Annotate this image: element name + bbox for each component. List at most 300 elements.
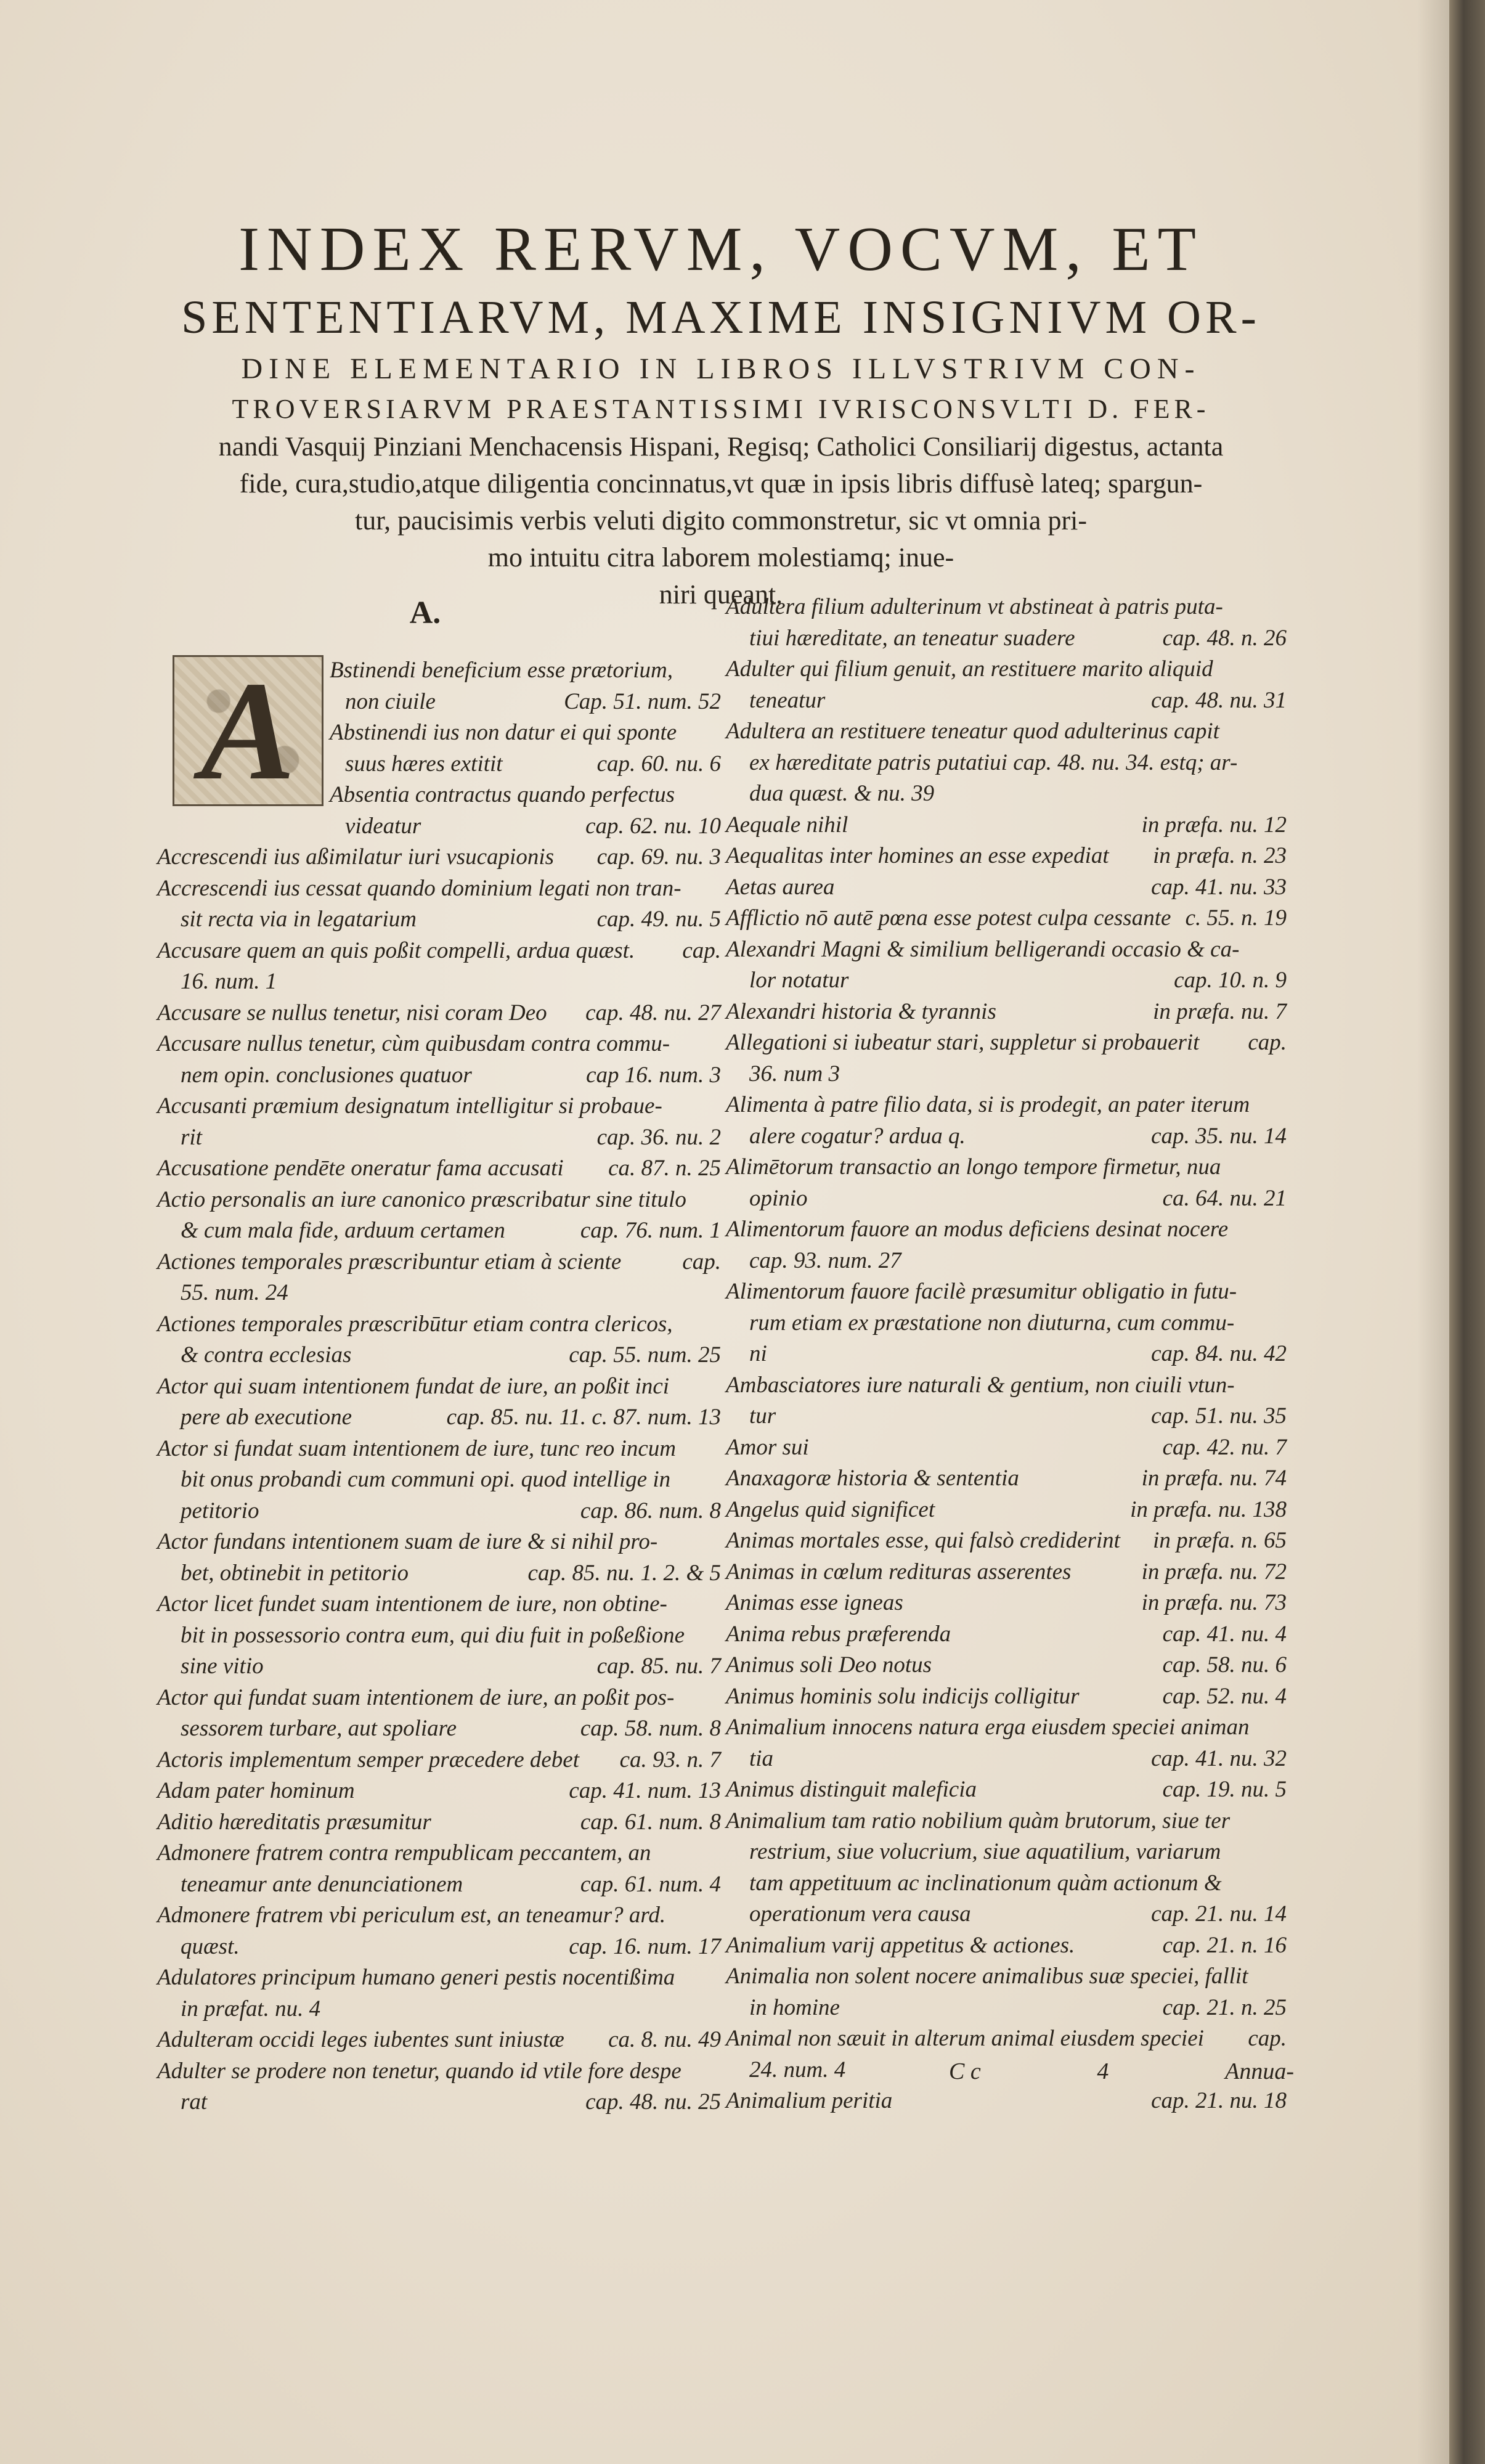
entry-text: in præfat. nu. 4 — [181, 1996, 321, 2021]
entry-text: Adam pater hominum — [157, 1778, 355, 1803]
index-entry-line — [726, 592, 1287, 623]
index-entry-line — [726, 1495, 1287, 1526]
index-entry-line — [157, 966, 721, 998]
entry-text: rum etiam ex præstatione non diuturna, cum commu- — [749, 1310, 1235, 1336]
index-entry-line — [726, 965, 1287, 997]
entry-text: Animas esse igneas — [726, 1590, 903, 1615]
index-entry — [726, 1588, 1287, 1619]
index-entry-line — [157, 842, 721, 873]
index-entry — [157, 1838, 721, 1900]
index-entry-line — [157, 1029, 721, 1060]
entry-text: & contra ecclesias — [181, 1342, 352, 1368]
entry-reference: ca. 8. nu. 49 — [608, 2027, 721, 2052]
index-entry — [157, 873, 721, 936]
index-entry-line — [726, 2023, 1287, 2055]
index-entry-line — [726, 1588, 1287, 1619]
index-entry-line — [157, 2025, 721, 2056]
entry-text: Adulter qui filium genuit, an restituere marito aliquid — [726, 656, 1213, 682]
entry-reference: cap. 61. num. 8 — [580, 1809, 721, 1835]
entry-text: petitorio — [181, 1498, 259, 1524]
index-entry-line — [726, 1276, 1287, 1308]
entry-text: Ambasciatores iure naturali & gentium, non ciuili vtun- — [726, 1372, 1235, 1398]
entry-reference: c. 55. n. 19 — [1185, 905, 1287, 931]
index-entry-line — [726, 997, 1287, 1028]
entry-text: Amor sui — [726, 1434, 809, 1460]
index-entry-line — [726, 748, 1287, 779]
entry-reference: cap. 52. nu. 4 — [1162, 1683, 1287, 1709]
index-entry-line — [157, 1900, 721, 1932]
entry-text: Alexandri historia & tyrannis — [726, 998, 996, 1024]
index-entry — [726, 1619, 1287, 1650]
entry-reference: cap. 16. num. 17 — [569, 1933, 721, 1959]
entry-text: Animalium innocens natura erga eiusdem speciei animan — [726, 1715, 1250, 1740]
index-entry-line — [157, 1496, 721, 1527]
index-entry-line — [157, 1620, 721, 1652]
entry-text: Accusanti præmium designatum intelligitur si probaue- — [157, 1093, 662, 1119]
index-entry — [726, 1152, 1287, 1214]
index-entry-line — [157, 904, 721, 936]
entry-reference: in præfa. n. 23 — [1153, 843, 1287, 868]
index-entry — [157, 1153, 721, 1185]
entry-text: dua quæst. & nu. 39 — [749, 781, 935, 806]
index-entry-line — [157, 936, 721, 967]
section-letter: A. — [409, 595, 441, 630]
index-entry — [157, 1185, 721, 1247]
index-entry-line — [157, 1402, 721, 1434]
index-entry — [726, 1495, 1287, 1526]
index-entry-line — [157, 1527, 721, 1558]
index-entry-line — [726, 1152, 1287, 1183]
index-entry-line — [726, 1557, 1287, 1588]
entry-reference: cap. 41. num. 13 — [569, 1778, 721, 1803]
entry-text: Actoris implementum semper præcedere debet — [157, 1747, 580, 1773]
entry-text: pere ab executione — [181, 1405, 352, 1430]
binding-edge — [1449, 0, 1485, 2464]
index-entry — [726, 1961, 1287, 2023]
index-entry-line — [726, 1837, 1287, 1868]
index-entry — [726, 1525, 1287, 1557]
entry-text: opinio — [749, 1185, 808, 1211]
entry-text: Animal non sæuit in alterum animal eiusdem speciei — [726, 2026, 1204, 2051]
entry-reference: cap. 48. nu. 27 — [585, 1000, 721, 1026]
entry-text: Afflictio nō autē pœna esse potest culpa cessante — [726, 905, 1171, 931]
entry-reference: cap. 69. nu. 3 — [596, 844, 721, 870]
entry-reference: in præfa. nu. 7 — [1153, 998, 1287, 1024]
entry-text: bit in possessorio contra eum, qui diu fuit in poßeßione — [181, 1622, 685, 1648]
index-entry-line — [157, 1962, 721, 1994]
entry-text: Accrescendi ius cessat quando dominium legati non tran- — [157, 875, 681, 901]
entry-text: teneatur — [749, 687, 826, 713]
index-entry-line — [726, 654, 1287, 685]
index-entry-line — [157, 1247, 721, 1278]
entry-text: rit — [181, 1124, 202, 1150]
index-entry-line — [726, 1432, 1287, 1464]
entry-text: Actio personalis an iure canonico præscribatur sine titulo — [157, 1186, 686, 1212]
entry-text: Alimētorum transactio an longo tempore firmetur, nua — [726, 1154, 1221, 1180]
entry-text: Animus soli Deo notus — [726, 1652, 932, 1678]
title-line-3: DINE ELEMENTARIO IN LIBROS ILLVSTRIVM CON- — [241, 353, 1201, 385]
index-entry-line — [726, 2086, 1287, 2117]
entry-reference: cap. — [1248, 1030, 1287, 1055]
entry-reference: cap. 10. n. 9 — [1174, 968, 1287, 993]
entry-text: Aequalitas inter homines an esse expediat — [726, 843, 1109, 868]
entry-reference: cap. 76. num. 1 — [580, 1218, 721, 1243]
entry-reference: cap. 62. nu. 10 — [585, 813, 721, 839]
entry-text: Alimenta à patre filio data, si is prodegit, an pater iterum — [726, 1092, 1250, 1117]
index-entry-line — [157, 1060, 721, 1091]
index-entry-line — [726, 778, 1287, 810]
entry-text: Adulatores principum humano generi pestis nocentißima — [157, 1965, 675, 1990]
entry-text: Accusatione pendēte oneratur fama accusati — [157, 1156, 564, 1181]
entry-reference: ca. 64. nu. 21 — [1162, 1185, 1287, 1211]
index-entry — [726, 1432, 1287, 1464]
entry-text: Animus distinguit maleficia — [726, 1777, 977, 1802]
entry-reference: in præfa. nu. 138 — [1130, 1496, 1287, 1522]
entry-text: Adultera filium adulterinum vt abstineat à patris puta- — [726, 594, 1223, 619]
index-entry — [157, 780, 721, 842]
entry-reference: cap. 48. n. 26 — [1162, 625, 1287, 651]
entry-text: restrium, siue volucrium, siue aquatilium, variarum — [749, 1839, 1221, 1864]
entry-text: quæst. — [181, 1933, 240, 1959]
entry-text: operationum vera causa — [749, 1901, 971, 1927]
entry-text: sessorem turbare, aut spoliare — [181, 1716, 457, 1741]
index-entry — [726, 1463, 1287, 1495]
index-entry-line — [157, 1309, 721, 1340]
title-line-9: niri queant. — [659, 579, 783, 610]
entry-reference: Cap. 51. num. 52 — [564, 688, 721, 714]
entry-text: Alimentorum fauore an modus deficiens desinat nocere — [726, 1217, 1229, 1242]
entry-text: bet, obtinebit in petitorio — [181, 1560, 409, 1586]
index-entry — [157, 842, 721, 873]
index-entry-line — [726, 1774, 1287, 1806]
entry-text: suus hæres extitit — [345, 751, 503, 777]
index-entry-line — [157, 749, 721, 780]
entry-text: teneamur ante denunciationem — [181, 1871, 463, 1897]
index-entry-line — [726, 685, 1287, 717]
entry-text: Anima rebus præferenda — [726, 1621, 951, 1647]
entry-text: 24. num. 4 — [749, 2057, 846, 2083]
entry-text: ni — [749, 1341, 767, 1366]
entry-text: 16. num. 1 — [181, 969, 277, 994]
index-entry-line — [726, 1214, 1287, 1246]
index-entry-line — [157, 1994, 721, 2025]
index-column-right — [726, 592, 1287, 2117]
index-entry-line — [157, 1651, 721, 1683]
entry-reference: cap. 48. nu. 31 — [1151, 687, 1287, 713]
index-entry-line — [157, 655, 721, 687]
entry-reference: cap. 41. nu. 32 — [1151, 1745, 1287, 1771]
index-entry-line — [157, 1776, 721, 1807]
entry-text: Actor si fundat suam intentionem de iure, tunc reo incum — [157, 1435, 676, 1461]
index-entry-line — [157, 1153, 721, 1185]
index-entry — [726, 1027, 1287, 1090]
entry-text: Aditio hæreditatis præsumitur — [157, 1809, 431, 1835]
entry-text: Bstinendi beneficium esse prætorium, — [330, 658, 673, 683]
index-entry — [157, 1091, 721, 1153]
entry-text: Admonere fratrem vbi periculum est, an teneamur? ard. — [157, 1903, 666, 1928]
entry-text: Actor qui suam intentionem fundat de iure, an poßit inci — [157, 1373, 670, 1399]
entry-text: Alimentorum fauore facilè præsumitur obligatio in futu- — [726, 1279, 1237, 1304]
entry-text: Accusare quem an quis poßit compelli, ardua quæst. — [157, 937, 635, 963]
index-entry-line — [726, 1463, 1287, 1495]
entry-text: tam appetituum ac inclinationum quàm actionum & — [749, 1870, 1222, 1896]
index-entry-line — [157, 1278, 721, 1309]
index-entry-line — [157, 1869, 721, 1901]
index-entry — [726, 1806, 1287, 1930]
title-line-2: SENTENTIARVM, MAXIME INSIGNIVM OR- — [181, 292, 1261, 343]
entry-reference: cap. 84. nu. 42 — [1151, 1341, 1287, 1366]
index-entry — [157, 1371, 721, 1434]
index-entry — [157, 655, 721, 717]
entry-text: non ciuile — [345, 688, 436, 714]
index-entry — [726, 1214, 1287, 1276]
index-entry — [726, 1557, 1287, 1588]
index-entry — [157, 1962, 721, 2025]
index-entry-line — [726, 1961, 1287, 1993]
entry-text: Actiones temporales præscribūtur etiam contra clericos, — [157, 1311, 673, 1337]
entry-text: sine vitio — [181, 1654, 264, 1679]
index-entry-line — [726, 810, 1287, 841]
index-entry — [726, 872, 1287, 904]
signature-mark: C c — [949, 2058, 981, 2084]
entry-reference: cap. 85. nu. 1. 2. & 5 — [527, 1560, 721, 1586]
entry-text: Anaxagoræ historia & sententia — [726, 1466, 1019, 1491]
title-line-1: INDEX RERVM, VOCVM, ET — [238, 214, 1203, 284]
index-entry — [726, 654, 1287, 716]
catchword: Annua- — [1225, 2058, 1294, 2084]
index-entry-line — [157, 1683, 721, 1714]
entry-text: rat — [181, 2089, 208, 2115]
index-entry — [726, 1930, 1287, 1962]
entry-text: alere cogatur? ardua q. — [749, 1123, 966, 1149]
index-entry-line — [726, 841, 1287, 872]
entry-text: Animus hominis solu indicijs colligitur — [726, 1683, 1080, 1709]
entry-text: tur — [749, 1403, 776, 1429]
index-entry — [726, 997, 1287, 1028]
index-entry-line — [726, 1059, 1287, 1090]
index-entry — [726, 716, 1287, 810]
index-entry-line — [726, 1090, 1287, 1121]
entry-reference: cap. — [682, 937, 721, 963]
index-entry-line — [726, 1930, 1287, 1962]
index-entry-line — [726, 1650, 1287, 1681]
index-entry-line — [726, 716, 1287, 748]
index-title-block — [166, 213, 1275, 613]
entry-text: Actiones temporales præscribuntur etiam à sciente — [157, 1249, 622, 1275]
index-entry-line — [157, 873, 721, 905]
index-entry — [726, 841, 1287, 872]
entry-reference: cap. 85. nu. 11. c. 87. num. 13 — [446, 1405, 721, 1430]
index-entry-line — [157, 1340, 721, 1371]
entry-reference: cap. 19. nu. 5 — [1162, 1777, 1287, 1802]
index-entry — [157, 1900, 721, 1962]
index-entry — [157, 2056, 721, 2118]
index-entry-line — [157, 1932, 721, 1963]
entry-text: cap. 93. num. 27 — [749, 1247, 901, 1273]
entry-text: Animalium tam ratio nobilium quàm brutorum, siue ter — [726, 1808, 1231, 1834]
entry-reference: cap. 85. nu. 7 — [596, 1654, 721, 1679]
index-entry-line — [157, 1215, 721, 1247]
index-entry-line — [726, 1744, 1287, 1775]
index-entry-line — [726, 1619, 1287, 1650]
index-entry-line — [157, 687, 721, 718]
index-entry — [157, 998, 721, 1029]
index-entry-line — [157, 1589, 721, 1620]
entry-text: Aequale nihil — [726, 812, 848, 838]
index-entry — [157, 717, 721, 780]
entry-text: nem opin. conclusiones quatuor — [181, 1062, 472, 1088]
entry-text: Alexandri Magni & similium belligerandi occasio & ca- — [726, 936, 1240, 962]
entry-reference: cap. 41. nu. 4 — [1162, 1621, 1287, 1647]
index-entry-line — [726, 1370, 1287, 1401]
index-entry-line — [726, 872, 1287, 904]
entry-reference: in præfa. nu. 12 — [1141, 812, 1287, 838]
folio-number: 4 — [1097, 2058, 1109, 2084]
entry-reference: cap. 61. num. 4 — [580, 1871, 721, 1897]
entry-reference: cap. 58. num. 8 — [580, 1716, 721, 1741]
index-entry-line — [726, 1868, 1287, 1899]
index-entry-line — [157, 1371, 721, 1403]
index-entry-line — [157, 1838, 721, 1869]
entry-reference: cap. 21. n. 25 — [1162, 1994, 1287, 2020]
index-column-left — [157, 651, 721, 2118]
entry-reference: ca. 93. n. 7 — [619, 1747, 721, 1773]
entry-text: Animalia non solent nocere animalibus suæ speciei, fallit — [726, 1964, 1248, 1989]
index-entry — [157, 1745, 721, 1776]
entry-reference: cap. 21. n. 16 — [1162, 1932, 1287, 1958]
index-entry-line — [157, 1434, 721, 1465]
index-entry — [726, 1276, 1287, 1370]
entry-reference: in præfa. nu. 73 — [1141, 1590, 1287, 1615]
index-entry — [157, 2025, 721, 2056]
entry-reference: in præfa. nu. 74 — [1141, 1466, 1287, 1491]
index-entry-line — [726, 1121, 1287, 1152]
entry-reference: cap. 35. nu. 14 — [1151, 1123, 1287, 1149]
drop-cap-letter: A — [200, 651, 296, 809]
index-entry — [157, 1029, 721, 1091]
index-entry — [157, 1309, 721, 1371]
index-entry-line — [157, 780, 721, 811]
entry-reference: cap. 21. nu. 18 — [1151, 2088, 1287, 2113]
entry-reference: cap. 86. num. 8 — [580, 1498, 721, 1524]
index-entry-line — [157, 1185, 721, 1216]
entry-reference: cap. — [682, 1249, 721, 1275]
entry-text: Aetas aurea — [726, 874, 835, 900]
entry-text: sit recta via in legatarium — [181, 907, 417, 932]
entry-reference: in præfa. nu. 72 — [1141, 1559, 1287, 1585]
index-entry — [726, 1650, 1287, 1681]
index-entry — [157, 1434, 721, 1527]
entry-text: Animas in cœlum redituras asserentes — [726, 1559, 1072, 1585]
index-entry — [726, 1681, 1287, 1713]
index-entry-line — [157, 1122, 721, 1154]
entry-reference: cap. 51. nu. 35 — [1151, 1403, 1287, 1429]
entry-reference: cap. 55. num. 25 — [569, 1342, 721, 1368]
entry-reference: in præfa. n. 65 — [1153, 1528, 1287, 1553]
index-entry — [726, 903, 1287, 934]
entry-text: Actor qui fundat suam intentionem de iure, an poßit pos- — [157, 1684, 675, 1710]
index-entry — [157, 1247, 721, 1309]
entry-text: Adultera an restituere teneatur quod adulterinus capit — [726, 719, 1219, 744]
entry-text: tiui hæreditate, an teneatur suadere — [749, 625, 1075, 651]
entry-text: Adulteram occidi leges iubentes sunt iniustæ — [157, 2027, 564, 2052]
entry-reference: cap. 42. nu. 7 — [1162, 1434, 1287, 1460]
entry-reference: cap. 21. nu. 14 — [1151, 1901, 1287, 1927]
index-entry-line — [157, 2087, 721, 2118]
index-entry-line — [726, 1712, 1287, 1744]
entry-reference: cap. 60. nu. 6 — [596, 751, 721, 777]
entry-text: Admonere fratrem contra rempublicam peccantem, an — [157, 1840, 651, 1866]
title-line-5: nandi Vasquij Pinziani Menchacensis Hispani, Regisq; Catholici Consiliarij digestus, actanta — [218, 431, 1224, 462]
index-entry — [726, 810, 1287, 841]
index-entry-line — [157, 2056, 721, 2087]
index-entry-line — [726, 903, 1287, 934]
entry-text: Accusare nullus tenetur, cùm quibusdam contra commu- — [157, 1031, 670, 1056]
entry-text: Accusare se nullus tenetur, nisi coram Deo — [157, 1000, 547, 1026]
entry-reference: cap. 58. nu. 6 — [1162, 1652, 1287, 1678]
index-entry — [726, 934, 1287, 997]
entry-text: Animalium peritia — [726, 2088, 893, 2113]
entry-reference: ca. 87. n. 25 — [608, 1156, 721, 1181]
entry-text: Accrescendi ius aßimilatur iuri vsucapionis — [157, 844, 554, 870]
entry-text: in homine — [749, 1994, 840, 2020]
index-entry — [157, 1589, 721, 1683]
index-entry-line — [726, 1027, 1287, 1059]
entry-text: Adulter se prodere non tenetur, quando id vtile fore despe — [157, 2058, 681, 2084]
index-entry-line — [726, 1525, 1287, 1557]
index-entry-line — [157, 717, 721, 749]
index-entry — [726, 1774, 1287, 1806]
index-entry-line — [157, 1713, 721, 1745]
index-entry — [157, 936, 721, 998]
index-entry — [726, 592, 1287, 654]
page-footer — [949, 2056, 1294, 2087]
entry-text: lor notatur — [749, 968, 849, 993]
index-entry — [157, 1776, 721, 1807]
entry-text: Absentia contractus quando perfectus — [330, 782, 675, 807]
entry-text: Allegationi si iubeatur stari, suppletur si probauerit — [726, 1030, 1200, 1055]
index-entry-line — [157, 811, 721, 842]
index-entry — [157, 1527, 721, 1589]
index-entry-line — [726, 934, 1287, 966]
entry-reference: cap. 36. nu. 2 — [596, 1124, 721, 1150]
entry-reference: cap. 49. nu. 5 — [596, 907, 721, 932]
entry-text: videatur — [345, 813, 421, 839]
index-entry — [726, 1370, 1287, 1432]
index-entry — [726, 1712, 1287, 1774]
index-entry-line — [157, 1091, 721, 1122]
index-entry-line — [726, 1681, 1287, 1713]
entry-text: 55. num. 24 — [181, 1280, 288, 1305]
index-entry — [157, 1807, 721, 1838]
entry-text: tia — [749, 1745, 774, 1771]
index-entry — [726, 2086, 1287, 2117]
entry-text: 36. num 3 — [749, 1061, 840, 1087]
index-entry-line — [726, 623, 1287, 655]
entry-reference: cap. 48. nu. 25 — [585, 2089, 721, 2115]
entry-reference: cap. 41. nu. 33 — [1151, 874, 1287, 900]
title-line-6: fide, cura,studio,atque diligentia concinnatus,vt quæ in ipsis libris diffusè lateq; spargun- — [239, 468, 1203, 499]
index-entry-line — [726, 1246, 1287, 1277]
entry-text: bit onus probandi cum communi opi. quod intellige in — [181, 1467, 671, 1492]
entry-text: Animalium varij appetitus & actiones. — [726, 1932, 1075, 1958]
entry-text: Angelus quid significet — [726, 1496, 935, 1522]
entry-text: Animas mortales esse, qui falsò crediderint — [726, 1528, 1120, 1553]
title-line-4: TROVERSIARVM PRAESTANTISSIMI IVRISCONSVLTI D. FER- — [232, 394, 1210, 424]
index-entry-line — [157, 1558, 721, 1589]
index-entry-line — [157, 1745, 721, 1776]
entry-text: ex hæreditate patris putatiui cap. 48. nu. 34. estq; ar- — [749, 749, 1238, 775]
